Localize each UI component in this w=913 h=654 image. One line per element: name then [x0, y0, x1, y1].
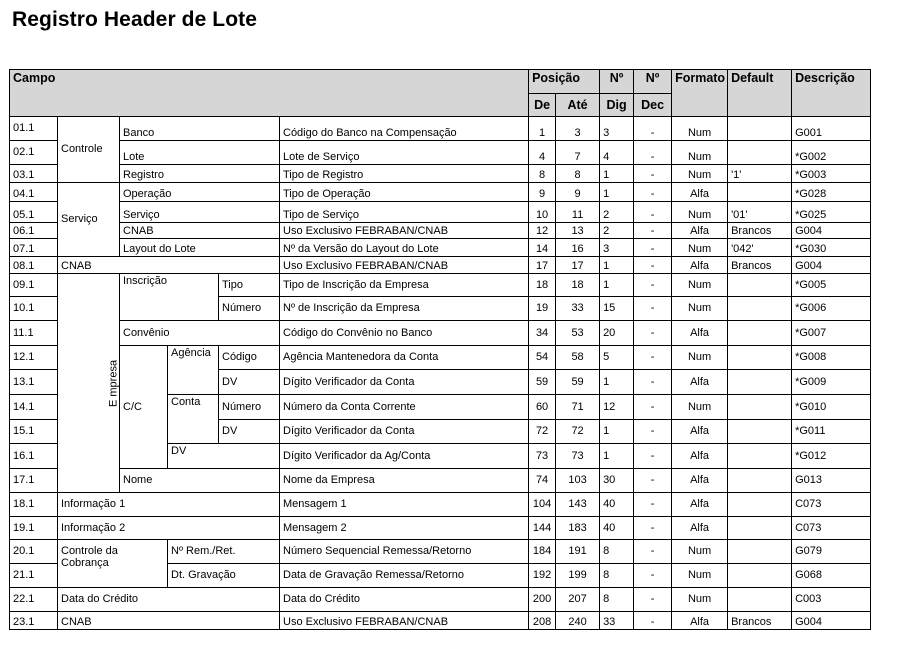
field-name: Data do Crédito	[58, 588, 280, 612]
field-ref: G004	[792, 223, 871, 239]
field-de: 8	[529, 165, 556, 183]
field-dig: 30	[600, 469, 634, 493]
field-id: 18.1	[10, 493, 58, 517]
field-ref: *G025	[792, 202, 871, 223]
field-dig: 2	[600, 202, 634, 223]
field-de: 144	[529, 517, 556, 540]
field-format: Num	[672, 395, 728, 420]
field-default: Brancos	[728, 612, 792, 630]
field-name: Código	[219, 346, 280, 370]
field-format: Alfa	[672, 321, 728, 346]
field-de: 192	[529, 564, 556, 588]
field-dig: 15	[600, 297, 634, 321]
field-id: 05.1	[10, 202, 58, 223]
field-de: 72	[529, 420, 556, 444]
field-id: 04.1	[10, 183, 58, 202]
field-name: DV	[219, 370, 280, 395]
field-name: DV	[219, 420, 280, 444]
field-desc: Mensagem 1	[280, 493, 529, 517]
field-ref: *G012	[792, 444, 871, 469]
field-dec: -	[634, 346, 672, 370]
field-dec: -	[634, 321, 672, 346]
field-id: 12.1	[10, 346, 58, 370]
field-dig: 12	[600, 395, 634, 420]
field-desc: Data do Crédito	[280, 588, 529, 612]
field-format: Alfa	[672, 444, 728, 469]
table-row	[10, 612, 871, 630]
table-row	[10, 257, 871, 274]
field-ref: G004	[792, 612, 871, 630]
field-dig: 8	[600, 588, 634, 612]
field-ref: C073	[792, 493, 871, 517]
field-desc: Uso Exclusivo FEBRABAN/CNAB	[280, 612, 529, 630]
layout-table	[9, 69, 871, 630]
field-id: 03.1	[10, 165, 58, 183]
table-row	[10, 493, 871, 517]
field-name: CNAB	[58, 257, 280, 274]
field-id: 23.1	[10, 612, 58, 630]
field-name: Banco	[120, 117, 280, 141]
field-desc: Uso Exclusivo FEBRABAN/CNAB	[280, 257, 529, 274]
field-default	[728, 117, 792, 141]
field-dec: -	[634, 564, 672, 588]
group-inscricao: Inscrição	[120, 274, 219, 321]
field-name: CNAB	[58, 612, 280, 630]
field-name: Convênio	[120, 321, 280, 346]
field-default	[728, 346, 792, 370]
field-ate: 13	[556, 223, 600, 239]
table-row	[10, 183, 871, 202]
field-name: Tipo	[219, 274, 280, 297]
field-id: 09.1	[10, 274, 58, 297]
field-dec: -	[634, 612, 672, 630]
field-name: Dt. Gravação	[168, 564, 280, 588]
field-de: 74	[529, 469, 556, 493]
field-desc: Data de Gravação Remessa/Retorno	[280, 564, 529, 588]
header-campo: Campo	[10, 70, 529, 117]
header-n-dig: Nº	[600, 70, 634, 94]
field-ref: *G010	[792, 395, 871, 420]
field-default	[728, 297, 792, 321]
field-desc: Dígito Verificador da Conta	[280, 420, 529, 444]
field-ref: G079	[792, 540, 871, 564]
field-id: 15.1	[10, 420, 58, 444]
field-dec: -	[634, 540, 672, 564]
field-default: '1'	[728, 165, 792, 183]
field-desc: Tipo de Inscrição da Empresa	[280, 274, 529, 297]
group-agencia: Agência	[168, 346, 219, 395]
field-de: 54	[529, 346, 556, 370]
field-ate: 143	[556, 493, 600, 517]
field-id: 20.1	[10, 540, 58, 564]
group-empresa-label: E mpresa	[107, 359, 119, 407]
field-dig: 1	[600, 274, 634, 297]
field-ate: 59	[556, 370, 600, 395]
field-default	[728, 540, 792, 564]
field-id: 14.1	[10, 395, 58, 420]
field-desc: Mensagem 2	[280, 517, 529, 540]
field-de: 184	[529, 540, 556, 564]
field-id: 22.1	[10, 588, 58, 612]
field-name: Layout do Lote	[120, 239, 280, 257]
field-ate: 199	[556, 564, 600, 588]
field-de: 18	[529, 274, 556, 297]
field-desc: Lote de Serviço	[280, 141, 529, 165]
field-default	[728, 321, 792, 346]
field-default	[728, 588, 792, 612]
group-controle-cobranca: Controle da Cobrança	[58, 540, 168, 588]
field-ate: 71	[556, 395, 600, 420]
field-name: Informação 2	[58, 517, 280, 540]
field-dec: -	[634, 370, 672, 395]
field-format: Num	[672, 202, 728, 223]
field-default	[728, 395, 792, 420]
field-name: Nº Rem./Ret.	[168, 540, 280, 564]
field-name: CNAB	[120, 223, 280, 239]
field-de: 59	[529, 370, 556, 395]
field-ate: 11	[556, 202, 600, 223]
field-desc: Tipo de Operação	[280, 183, 529, 202]
field-dec: -	[634, 141, 672, 165]
field-ate: 3	[556, 117, 600, 141]
field-ref: *G005	[792, 274, 871, 297]
field-dec: -	[634, 223, 672, 239]
field-id: 19.1	[10, 517, 58, 540]
field-dec: -	[634, 165, 672, 183]
field-format: Num	[672, 588, 728, 612]
field-ate: 17	[556, 257, 600, 274]
field-ate: 53	[556, 321, 600, 346]
field-format: Num	[672, 141, 728, 165]
field-de: 34	[529, 321, 556, 346]
field-desc: Nº de Inscrição da Empresa	[280, 297, 529, 321]
field-ate: 72	[556, 420, 600, 444]
field-ref: *G030	[792, 239, 871, 257]
field-ate: 191	[556, 540, 600, 564]
field-de: 60	[529, 395, 556, 420]
field-format: Num	[672, 564, 728, 588]
field-dig: 20	[600, 321, 634, 346]
table-row	[10, 165, 871, 183]
group-servico: Serviço	[58, 183, 120, 257]
field-de: 1	[529, 117, 556, 141]
field-format: Alfa	[672, 517, 728, 540]
table-row	[10, 517, 871, 540]
field-dig: 3	[600, 239, 634, 257]
field-format: Num	[672, 540, 728, 564]
field-default	[728, 141, 792, 165]
header-ate: Até	[556, 94, 600, 117]
field-desc: Número da Conta Corrente	[280, 395, 529, 420]
field-default	[728, 517, 792, 540]
group-conta: Conta	[168, 395, 219, 444]
field-dec: -	[634, 202, 672, 223]
field-ate: 240	[556, 612, 600, 630]
field-default	[728, 493, 792, 517]
field-default: '01'	[728, 202, 792, 223]
field-format: Alfa	[672, 493, 728, 517]
field-dec: -	[634, 297, 672, 321]
header-dig: Dig	[600, 94, 634, 117]
field-format: Num	[672, 239, 728, 257]
field-default	[728, 274, 792, 297]
field-id: 11.1	[10, 321, 58, 346]
field-de: 17	[529, 257, 556, 274]
field-desc: Nome da Empresa	[280, 469, 529, 493]
field-de: 12	[529, 223, 556, 239]
table-row	[10, 469, 871, 493]
field-default	[728, 444, 792, 469]
field-ref: G004	[792, 257, 871, 274]
field-format: Alfa	[672, 223, 728, 239]
field-name: Nome	[120, 469, 280, 493]
field-name: Lote	[120, 141, 280, 165]
field-de: 200	[529, 588, 556, 612]
field-default	[728, 564, 792, 588]
field-default: Brancos	[728, 257, 792, 274]
field-default	[728, 420, 792, 444]
field-de: 104	[529, 493, 556, 517]
field-id: 07.1	[10, 239, 58, 257]
field-dig: 8	[600, 564, 634, 588]
field-desc: Uso Exclusivo FEBRABAN/CNAB	[280, 223, 529, 239]
header-posicao: Posição	[529, 70, 600, 94]
group-empresa	[58, 274, 120, 493]
field-ref: *G008	[792, 346, 871, 370]
field-desc: Agência Mantenedora da Conta	[280, 346, 529, 370]
field-de: 73	[529, 444, 556, 469]
field-dec: -	[634, 274, 672, 297]
field-de: 9	[529, 183, 556, 202]
field-de: 208	[529, 612, 556, 630]
field-ref: *G002	[792, 141, 871, 165]
table-row	[10, 540, 871, 564]
field-ate: 7	[556, 141, 600, 165]
field-format: Num	[672, 117, 728, 141]
field-de: 10	[529, 202, 556, 223]
field-ref: *G006	[792, 297, 871, 321]
field-default	[728, 469, 792, 493]
field-dig: 40	[600, 517, 634, 540]
field-desc: Código do Banco na Compensação	[280, 117, 529, 141]
field-name: DV	[168, 444, 280, 469]
field-id: 08.1	[10, 257, 58, 274]
field-format: Num	[672, 346, 728, 370]
header-default: Default	[728, 70, 792, 117]
field-dig: 1	[600, 420, 634, 444]
table-row	[10, 239, 871, 257]
field-desc: Tipo de Serviço	[280, 202, 529, 223]
field-dig: 1	[600, 370, 634, 395]
field-ate: 103	[556, 469, 600, 493]
header-dec: Dec	[634, 94, 672, 117]
table-row	[10, 588, 871, 612]
field-ref: *G009	[792, 370, 871, 395]
field-ref: C073	[792, 517, 871, 540]
field-dig: 8	[600, 540, 634, 564]
table-row	[10, 202, 871, 223]
field-ref: G068	[792, 564, 871, 588]
field-format: Alfa	[672, 257, 728, 274]
table-row	[10, 346, 871, 370]
field-dec: -	[634, 517, 672, 540]
header-formato: Formato	[672, 70, 728, 117]
field-dec: -	[634, 395, 672, 420]
field-de: 4	[529, 141, 556, 165]
field-desc: Número Sequencial Remessa/Retorno	[280, 540, 529, 564]
field-format: Alfa	[672, 370, 728, 395]
field-dig: 4	[600, 141, 634, 165]
field-ref: *G007	[792, 321, 871, 346]
field-format: Alfa	[672, 420, 728, 444]
field-id: 16.1	[10, 444, 58, 469]
field-ref: C003	[792, 588, 871, 612]
field-dig: 33	[600, 612, 634, 630]
field-ref: *G003	[792, 165, 871, 183]
field-format: Num	[672, 274, 728, 297]
table-row	[10, 274, 871, 297]
field-default	[728, 183, 792, 202]
field-format: Num	[672, 297, 728, 321]
field-dec: -	[634, 444, 672, 469]
field-ate: 183	[556, 517, 600, 540]
field-id: 10.1	[10, 297, 58, 321]
field-dig: 2	[600, 223, 634, 239]
field-ate: 8	[556, 165, 600, 183]
field-dec: -	[634, 493, 672, 517]
field-desc: Código do Convênio no Banco	[280, 321, 529, 346]
field-default	[728, 370, 792, 395]
field-dec: -	[634, 257, 672, 274]
header-n-dec: Nº	[634, 70, 672, 94]
header-de: De	[529, 94, 556, 117]
field-name: Serviço	[120, 202, 280, 223]
field-ref: *G011	[792, 420, 871, 444]
field-format: Alfa	[672, 183, 728, 202]
field-name: Número	[219, 395, 280, 420]
field-id: 17.1	[10, 469, 58, 493]
field-format: Num	[672, 165, 728, 183]
field-ref: G013	[792, 469, 871, 493]
field-id: 02.1	[10, 141, 58, 165]
field-format: Alfa	[672, 612, 728, 630]
field-desc: Nº da Versão do Layout do Lote	[280, 239, 529, 257]
field-dig: 3	[600, 117, 634, 141]
field-dig: 1	[600, 257, 634, 274]
field-desc: Dígito Verificador da Ag/Conta	[280, 444, 529, 469]
field-ate: 9	[556, 183, 600, 202]
field-name: Informação 1	[58, 493, 280, 517]
field-dec: -	[634, 239, 672, 257]
field-dig: 1	[600, 183, 634, 202]
table-row	[10, 223, 871, 239]
field-ref: *G028	[792, 183, 871, 202]
header-descricao: Descrição	[792, 70, 871, 117]
page-title: Registro Header de Lote	[12, 8, 258, 31]
field-dec: -	[634, 117, 672, 141]
field-dec: -	[634, 183, 672, 202]
table-row	[10, 117, 871, 141]
field-format: Alfa	[672, 469, 728, 493]
field-dig: 5	[600, 346, 634, 370]
table-row	[10, 141, 871, 165]
field-dec: -	[634, 469, 672, 493]
field-id: 06.1	[10, 223, 58, 239]
field-name: Número	[219, 297, 280, 321]
field-ate: 73	[556, 444, 600, 469]
field-dig: 40	[600, 493, 634, 517]
field-dig: 1	[600, 165, 634, 183]
field-dec: -	[634, 420, 672, 444]
field-de: 19	[529, 297, 556, 321]
group-controle: Controle	[58, 117, 120, 183]
field-ref: G001	[792, 117, 871, 141]
field-ate: 16	[556, 239, 600, 257]
field-de: 14	[529, 239, 556, 257]
field-ate: 18	[556, 274, 600, 297]
field-id: 01.1	[10, 117, 58, 141]
field-desc: Tipo de Registro	[280, 165, 529, 183]
field-id: 13.1	[10, 370, 58, 395]
field-desc: Dígito Verificador da Conta	[280, 370, 529, 395]
field-ate: 33	[556, 297, 600, 321]
table-row	[10, 321, 871, 346]
field-dig: 1	[600, 444, 634, 469]
field-name: Registro	[120, 165, 280, 183]
group-cc: C/C	[120, 346, 168, 469]
field-default: Brancos	[728, 223, 792, 239]
field-ate: 207	[556, 588, 600, 612]
field-name: Operação	[120, 183, 280, 202]
field-ate: 58	[556, 346, 600, 370]
field-id: 21.1	[10, 564, 58, 588]
field-dec: -	[634, 588, 672, 612]
field-default: '042'	[728, 239, 792, 257]
